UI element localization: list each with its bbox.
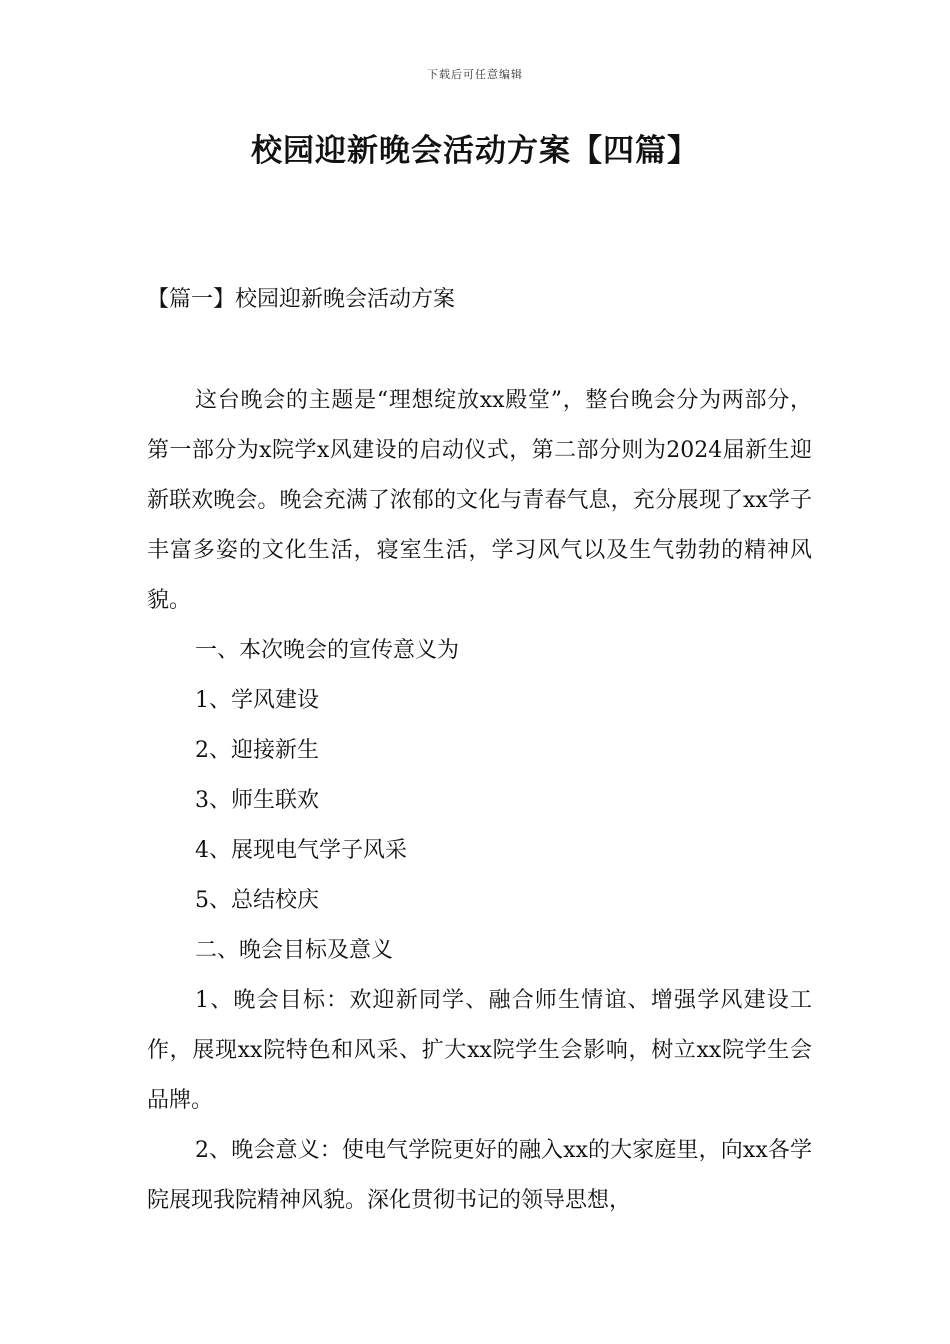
- paragraph-meaning: 2、晚会意义：使电气学院更好的融入xx的大家庭里，向xx各学院展现我院精神风貌。深化贯彻书记的领导思想，: [147, 1138, 812, 1213]
- list-item: 2、迎接新生: [195, 738, 319, 763]
- document-title: 校园迎新晚会活动方案【四篇】: [251, 133, 699, 169]
- header-note: 下载后可任意编辑: [427, 68, 523, 81]
- list-item: 3、师生联欢: [195, 788, 319, 813]
- body-text: [147, 376, 812, 1226]
- list-item: 4、展现电气学子风采: [195, 838, 407, 863]
- list-item: 1、学风建设: [195, 688, 319, 713]
- list-item: 5、总结校庆: [195, 888, 319, 913]
- paragraph-intro: 这台晚会的主题是“理想绽放xx殿堂”，整台晚会分为两部分，第一部分为x院学x风建设的启动仪式，第二部分则为2024届新生迎新联欢晚会。晚会充满了浓郁的文化与青春气息，充分展现了xx学子丰富多姿的文化生活，寝室生活，学习风气以及生气勃勃的精神风貌。: [147, 388, 812, 613]
- paragraph-heading-1: 一、本次晚会的宣传意义为: [195, 638, 460, 663]
- section-heading: 【篇一】校园迎新晚会活动方案: [147, 287, 456, 312]
- paragraph-heading-2: 二、晚会目标及意义: [195, 938, 394, 963]
- paragraph-goal: 1、晚会目标：欢迎新同学、融合师生情谊、增强学风建设工作，展现xx院特色和风采、扩大xx院学生会影响，树立xx院学生会品牌。: [147, 988, 812, 1113]
